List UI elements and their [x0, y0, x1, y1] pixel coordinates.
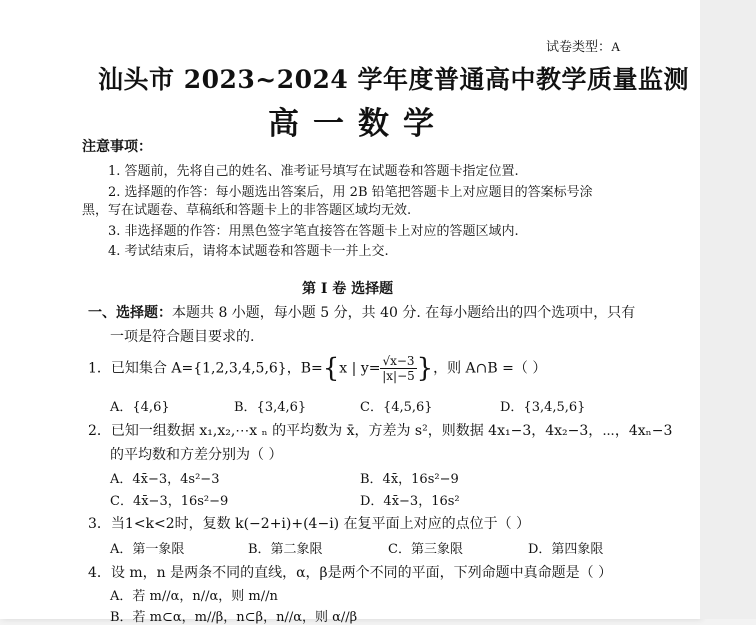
q1-prefix: 1．已知集合 A={1,2,3,4,5,6}，B= [88, 360, 323, 377]
fraction-numerator: √x−3 [382, 354, 415, 368]
option: A．4x̄−3，4s²−3 [110, 472, 220, 487]
option: A．第一象限 [110, 542, 185, 557]
option: C．第三象限 [388, 542, 463, 557]
option: D．4x̄−3，16s² [360, 494, 460, 509]
notice-item: 4. 考试结束后，请将本试题卷和答题卡一并上交. [108, 244, 389, 259]
option: B．4x̄，16s²−9 [360, 472, 459, 487]
notice-item: 3. 非选择题的作答：用黑色签字笔直接答在答题卡上对应的答题区域内. [108, 224, 519, 239]
part-instructions [88, 302, 635, 322]
question-3-stem: 3．当1<k<2时，复数 k(−2+i)+(4−i) 在复平面上对应的点位于（ ） [88, 516, 531, 532]
q1-fraction [380, 354, 416, 383]
paper-type: 试卷类型：A [546, 39, 621, 54]
option: D．第四象限 [528, 542, 604, 557]
notice-item: 2. 选择题的作答：每小题选出答案后，用 2B 铅笔把答题卡上对应题目的答案标号涂 [108, 185, 593, 200]
option: D．{3,4,5,6} [500, 400, 586, 415]
notice-item: 黑，写在试题卷、草稿纸和答题卡上的非答题区域均无效. [82, 203, 412, 218]
part-desc: 本题共 8 小题，每小题 5 分，共 40 分. 在每小题给出的四个选项中，只有 [172, 305, 636, 321]
fraction-denominator: |x|−5 [382, 369, 415, 383]
q1-suffix: ，则 A∩B =（ ） [433, 360, 547, 377]
question-2-stem: 2．已知一组数据 x₁,x₂,⋯x ₙ 的平均数为 x̄，方差为 s²，则数据 4x₁−3，4x₂−3，⋯，4xₙ−3 [88, 423, 673, 439]
exam-title: 汕头市 2023~2024 学年度普通高中教学质量监测 [98, 65, 690, 94]
section-title: 第 I 卷 选择题 [302, 281, 394, 297]
q1-set-y: y= [360, 360, 381, 377]
option: B．第二象限 [248, 542, 323, 557]
subject-title: 高一数学 [268, 106, 448, 142]
right-brace-icon: } [416, 353, 434, 384]
option: A．若 m//α，n//α，则 m//n [110, 589, 278, 604]
option: A．{4,6} [110, 400, 170, 415]
question-4-stem: 4．设 m，n 是两条不同的直线，α，β是两个不同的平面，下列命题中真命题是（ ） [88, 565, 613, 581]
viewer-background [700, 0, 756, 619]
question-2-stem-cont: 的平均数和方差分别为（ ） [110, 447, 283, 463]
option: B．若 m⊂α，m//β，n⊂β，n//α，则 α//β [110, 610, 358, 625]
q1-set-var: x [339, 360, 348, 377]
part-label: 一、选择题： [88, 305, 172, 321]
option: C．{4,5,6} [360, 400, 433, 415]
option: B．{3,4,6} [234, 400, 307, 415]
left-brace-icon: { [322, 353, 340, 384]
notice-item: 1. 答题前，先将自己的姓名、准考证号填写在试题卷和答题卡指定位置. [108, 164, 519, 179]
part-desc-2: 一项是符合题目要求的. [110, 329, 255, 345]
notice-heading: 注意事项： [82, 139, 152, 155]
question-1-stem: 1．已知集合 A={1,2,3,4,5,6}，B={x | y= $\frac{√x-3}{|x|-5}$ }，则 A∩B =（ ） [88, 353, 547, 384]
option: C．4x̄−3，16s²−9 [110, 494, 229, 509]
